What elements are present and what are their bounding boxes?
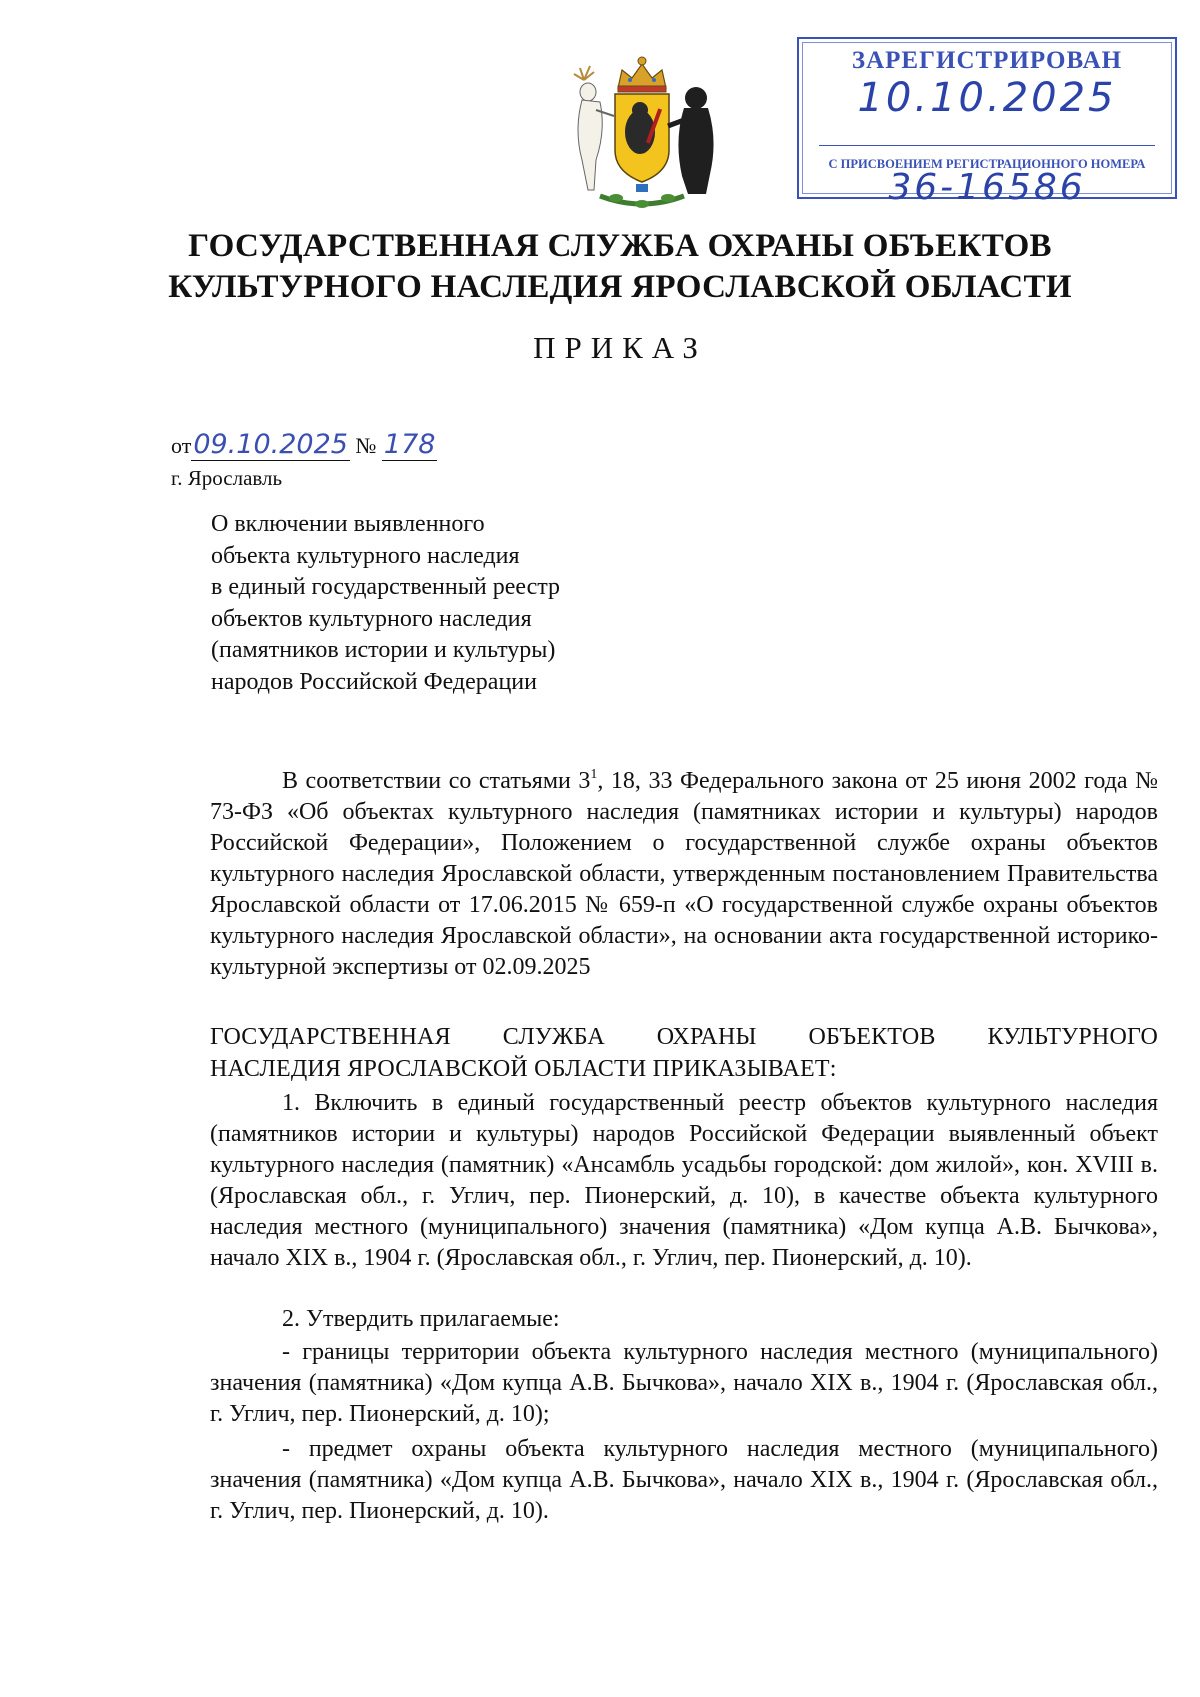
- order-item-2-sub-1: - границы территории объекта культурного наследия местного (муниципального) значения (памятника) «Дом купца А.В. Бычкова», начало XIX в., 1904 г. (Ярославская обл., г. Углич, пер. Пионерский, д. 10);: [210, 1339, 1158, 1427]
- preamble-superscript: 1: [590, 767, 598, 782]
- subject-line: объектов культурного наследия: [211, 605, 532, 632]
- order-city: г. Ярославль: [171, 466, 283, 490]
- order-subject: [211, 509, 560, 698]
- order-date: 09.10.2025: [193, 429, 348, 460]
- order-number: 178: [383, 429, 436, 460]
- ordering-clause-line-1: ГОСУДАРСТВЕННАЯ СЛУЖБА ОХРАНЫ ОБЪЕКТОВ КУЛЬТУРНОГО: [210, 1024, 1158, 1050]
- subject-line: (памятников истории и культуры): [211, 637, 556, 663]
- deer-supporter-icon: [574, 66, 614, 190]
- stamp-divider: [819, 145, 1155, 146]
- order-item-2: 2. Утвердить прилагаемые:: [282, 1306, 560, 1332]
- subject-line: объекта культурного наследия: [211, 542, 520, 569]
- org-name-line-1: ГОСУДАРСТВЕННАЯ СЛУЖБА ОХРАНЫ ОБЪЕКТОВ: [188, 228, 1052, 264]
- coat-of-arms-icon: [560, 50, 725, 210]
- ordering-clause-line-2: НАСЛЕДИЯ ЯРОСЛАВСКОЙ ОБЛАСТИ ПРИКАЗЫВАЕТ:: [210, 1056, 837, 1082]
- org-name-line-2: КУЛЬТУРНОГО НАСЛЕДИЯ ЯРОСЛАВСКОЙ ОБЛАСТИ: [168, 269, 1072, 305]
- subject-line: О включении выявленного: [211, 511, 485, 537]
- order-date-line: [171, 430, 437, 461]
- subject-line: народов Российской Федерации: [211, 668, 537, 695]
- stamp-subtitle: С ПРИСВОЕНИЕМ РЕГИСТРАЦИОННОГО НОМЕРА: [828, 157, 1146, 171]
- shield-icon: [615, 94, 669, 182]
- preamble-paragraph: [210, 766, 1158, 983]
- order-item-1: 1. Включить в единый государственный реестр объектов культурного наследия (памятников истории и культуры) народов Российской Федерации выявленный объект культурного наследия (памятник) «Ансамбль усадьбы городской: дом жилой», кон. XVIII в. (Ярославская обл., г. Углич, пер. Пионерский, д. 10), в качестве объекта культурного наследия местного (муниципального) значения (памятника) «Дом купца А.В. Бычкова», начало XIX в., 1904 г. (Ярославская обл., г. Углич, пер. Пионерский, д. 10).: [210, 1090, 1158, 1271]
- number-prefix: №: [355, 433, 377, 458]
- registration-stamp: [797, 37, 1177, 208]
- document-type: ПРИКАЗ: [533, 330, 707, 365]
- date-prefix: от: [171, 433, 192, 458]
- oak-wreath-icon: [600, 184, 684, 208]
- stamp-title: ЗАРЕГИСТРИРОВАН: [851, 47, 1123, 74]
- stamp-reg-number: 36-16586: [888, 167, 1086, 208]
- subject-line: в единый государственный реестр: [211, 574, 561, 600]
- stamp-date: 10.10.2025: [857, 75, 1117, 121]
- crown-icon: [618, 57, 666, 92]
- preamble-text-start: В соответствии со статьями 3: [282, 768, 591, 794]
- order-item-2-sub-2: - предмет охраны объекта культурного наследия местного (муниципального) значения (памятника) «Дом купца А.В. Бычкова», начало XIX в., 1904 г. (Ярославская обл., г. Углич, пер. Пионерский, д. 10).: [210, 1436, 1158, 1524]
- bear-supporter-icon: [668, 87, 714, 194]
- preamble-text-rest: , 18, 33 Федерального закона от 25 июня 2002 года № 73-ФЗ «Об объектах культурного наследия (памятниках истории и культуры) народов Российской Федерации», Положением о государственной службе охраны объектов культурного наследия Ярославской области, утвержденным постановлением Правительства Ярославской области от 17.06.2015 № 659-п «О государственной службе охраны объектов культурного наследия Ярославской области», на основании акта государственной историко-культурной экспертизы от 02.09.2025: [210, 768, 1158, 980]
